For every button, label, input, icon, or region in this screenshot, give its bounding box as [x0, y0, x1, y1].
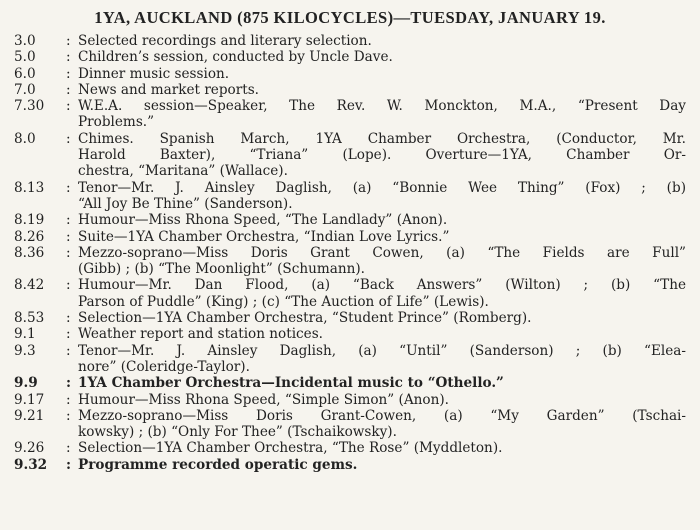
entry-description — [78, 343, 686, 376]
entry-separator: : — [66, 456, 72, 473]
programme-entry — [14, 212, 686, 228]
entry-line: nore” (Coleridge-Taylor). — [78, 358, 250, 375]
entry-separator: : — [66, 407, 71, 424]
entry-line: Humour—Miss Rhona Speed, “The Landlady” (Anon). — [78, 212, 448, 229]
entry-description — [78, 33, 686, 49]
entry-description — [78, 440, 686, 456]
programme-entry — [14, 98, 686, 131]
programme-entry — [14, 180, 686, 213]
entry-description — [78, 457, 686, 473]
page-title: 1YA, AUCKLAND (875 KILOCYCLES)—TUESDAY, JANUARY 19. — [94, 8, 606, 27]
entry-line: Parson of Puddle” (King) ; (c) “The Auction of Life” (Lewis). — [78, 293, 489, 310]
programme-entry — [14, 66, 686, 82]
entry-separator: : — [66, 228, 71, 245]
entry-line: Mezzo-soprano—Miss Doris Grant Cowen, (a) “The Fields are Full” — [78, 244, 686, 261]
entry-line: Tenor—Mr. J. Ainsley Daglish, (a) “Until” (Sanderson) ; (b) “Elea- — [78, 342, 686, 359]
programme-entry — [14, 326, 686, 342]
entry-separator: : — [66, 65, 71, 82]
entry-line: “All Joy Be Thine” (Sanderson). — [78, 195, 293, 212]
entry-line: chestra, “Maritana” (Wallace). — [78, 163, 288, 180]
entry-separator: : — [66, 391, 71, 408]
entry-time: 9.9 — [14, 375, 38, 392]
entry-description — [78, 212, 686, 228]
programme-entry — [14, 49, 686, 65]
programme-entry — [14, 245, 686, 278]
entry-time: 9.17 — [14, 391, 45, 408]
programme-entry — [14, 229, 686, 245]
entry-time: 8.36 — [14, 244, 45, 261]
programme-entry — [14, 310, 686, 326]
entry-time: 8.26 — [14, 228, 45, 245]
entry-time: 9.1 — [14, 326, 36, 343]
programme-entry — [14, 440, 686, 456]
entry-description — [78, 392, 686, 408]
entry-separator: : — [66, 33, 71, 49]
entry-time: 3.0 — [14, 33, 36, 49]
entry-separator: : — [66, 212, 71, 229]
entry-description — [78, 82, 686, 98]
entry-separator: : — [66, 310, 71, 327]
programme-entry — [14, 343, 686, 376]
programme-list — [14, 33, 686, 473]
entry-description — [78, 326, 686, 342]
entry-line: Tenor—Mr. J. Ainsley Daglish, (a) “Bonnie Wee Thing” (Fox) ; (b) — [78, 179, 686, 196]
entry-separator: : — [66, 440, 71, 457]
entry-description — [78, 66, 686, 82]
entry-time: 8.53 — [14, 310, 45, 327]
entry-description — [78, 408, 686, 441]
programme-entry — [14, 33, 686, 49]
entry-time: 9.21 — [14, 407, 45, 424]
entry-line: (Gibb) ; (b) “The Moonlight” (Schumann). — [78, 261, 366, 278]
programme-entry — [14, 82, 686, 98]
entry-line: Humour—Mr. Dan Flood, (a) “Back Answers” (Wilton) ; (b) “The — [78, 277, 686, 294]
entry-description — [78, 131, 686, 180]
entry-description — [78, 375, 686, 391]
entry-line: Humour—Miss Rhona Speed, “Simple Simon” (Anon). — [78, 391, 449, 408]
entry-time: 7.0 — [14, 81, 36, 98]
entry-line: W.E.A. session—Speaker, The Rev. W. Monckton, M.A., “Present Day — [78, 98, 686, 115]
entry-line: Selected recordings and literary selection. — [78, 33, 372, 49]
entry-separator: : — [66, 244, 71, 261]
entry-line: 1YA Chamber Orchestra—Incidental music to “Othello.” — [78, 375, 504, 392]
entry-description — [78, 310, 686, 326]
entry-separator: : — [66, 49, 71, 66]
entry-line: Children’s session, conducted by Uncle Dave. — [78, 49, 393, 66]
programme-entry — [14, 408, 686, 441]
entry-time: 6.0 — [14, 65, 36, 82]
entry-separator: : — [66, 130, 71, 147]
entry-line: Selection—1YA Chamber Orchestra, “Student Prince” (Romberg). — [78, 310, 532, 327]
entry-description — [78, 49, 686, 65]
entry-line: Chimes. Spanish March, 1YA Chamber Orchestra, (Conductor, Mr. — [78, 130, 686, 147]
entry-description — [78, 277, 686, 310]
entry-time: 9.32 — [14, 456, 48, 473]
entry-line: Programme recorded operatic gems. — [78, 456, 358, 473]
programme-entry — [14, 392, 686, 408]
entry-separator: : — [66, 277, 71, 294]
entry-separator: : — [66, 179, 71, 196]
entry-time: 8.13 — [14, 179, 45, 196]
entry-time: 9.26 — [14, 440, 45, 457]
entry-time: 8.19 — [14, 212, 45, 229]
entry-line: Weather report and station notices. — [78, 326, 324, 343]
entry-line: Dinner music session. — [78, 65, 230, 82]
entry-line: Harold Baxter), “Triana” (Lope). Overture—1YA, Chamber Or- — [78, 147, 686, 164]
entry-description — [78, 229, 686, 245]
entry-time: 7.30 — [14, 98, 45, 115]
entry-time: 9.3 — [14, 342, 36, 359]
programme-entry — [14, 457, 686, 473]
entry-time: 5.0 — [14, 49, 36, 66]
entry-separator: : — [66, 326, 71, 343]
programme-entry — [14, 375, 686, 391]
entry-line: kowsky) ; (b) “Only For Thee” (Tschaikowsky). — [78, 424, 397, 441]
programme-entry — [14, 131, 686, 180]
entry-separator: : — [66, 81, 71, 98]
entry-description — [78, 98, 686, 131]
entry-line: Selection—1YA Chamber Orchestra, “The Rose” (Myddleton). — [78, 440, 503, 457]
entry-line: News and market reports. — [78, 81, 259, 98]
entry-line: Mezzo-soprano—Miss Doris Grant-Cowen, (a) “My Garden” (Tschai- — [78, 407, 686, 424]
entry-separator: : — [66, 375, 72, 392]
entry-separator: : — [66, 342, 71, 359]
entry-description — [78, 245, 686, 278]
entry-separator: : — [66, 98, 71, 115]
entry-time: 8.42 — [14, 277, 45, 294]
entry-time: 8.0 — [14, 130, 36, 147]
entry-line: Problems.” — [78, 114, 155, 131]
entry-line: Suite—1YA Chamber Orchestra, “Indian Love Lyrics.” — [78, 228, 450, 245]
programme-entry — [14, 277, 686, 310]
entry-description — [78, 180, 686, 213]
